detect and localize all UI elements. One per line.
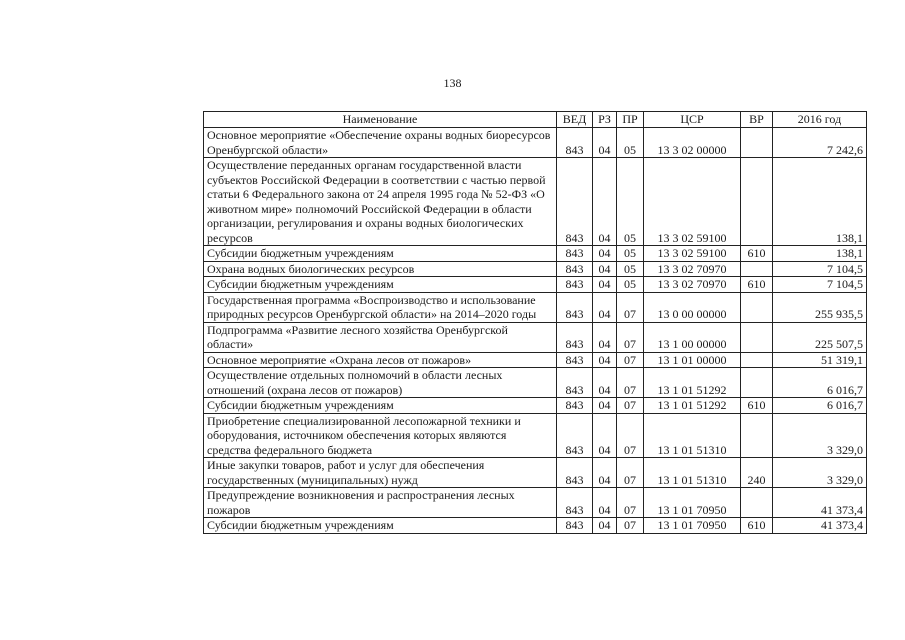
row-name: Государственная программа «Воспроизводство и использование природных ресурсов Оренбургской области» на 2014–2020 годы <box>204 292 557 322</box>
row-ved: 843 <box>557 488 593 518</box>
row-name: Субсидии бюджетным учреждениям <box>204 277 557 293</box>
row-rz: 04 <box>593 277 617 293</box>
row-vr <box>741 352 773 368</box>
row-amount: 3 329,0 <box>773 413 867 458</box>
row-ved: 843 <box>557 413 593 458</box>
row-amount: 3 329,0 <box>773 458 867 488</box>
row-rz: 04 <box>593 261 617 277</box>
row-vr <box>741 128 773 158</box>
row-vr: 610 <box>741 277 773 293</box>
row-pr: 05 <box>617 277 644 293</box>
table-row <box>204 413 867 458</box>
row-vr <box>741 158 773 246</box>
row-ved: 843 <box>557 292 593 322</box>
row-pr: 07 <box>617 352 644 368</box>
row-name: Субсидии бюджетным учреждениям <box>204 398 557 414</box>
row-rz: 04 <box>593 292 617 322</box>
row-rz: 04 <box>593 398 617 414</box>
row-rz: 04 <box>593 413 617 458</box>
row-ved: 843 <box>557 158 593 246</box>
table-header-row <box>204 112 867 128</box>
header-vr: ВР <box>741 112 773 128</box>
row-rz: 04 <box>593 488 617 518</box>
row-name: Субсидии бюджетным учреждениям <box>204 518 557 534</box>
table-row <box>204 158 867 246</box>
table-row <box>204 261 867 277</box>
row-rz: 04 <box>593 368 617 398</box>
row-vr <box>741 413 773 458</box>
header-ved: ВЕД <box>557 112 593 128</box>
row-csr: 13 1 01 70950 <box>644 488 741 518</box>
row-csr: 13 1 01 51292 <box>644 368 741 398</box>
row-vr <box>741 488 773 518</box>
header-rz: РЗ <box>593 112 617 128</box>
row-vr <box>741 292 773 322</box>
row-pr: 05 <box>617 128 644 158</box>
row-name: Подпрограмма «Развитие лесного хозяйства Оренбургской области» <box>204 322 557 352</box>
row-ved: 843 <box>557 368 593 398</box>
row-csr: 13 3 02 70970 <box>644 261 741 277</box>
header-csr: ЦСР <box>644 112 741 128</box>
row-pr: 05 <box>617 261 644 277</box>
row-vr <box>741 368 773 398</box>
row-rz: 04 <box>593 322 617 352</box>
row-pr: 07 <box>617 518 644 534</box>
table-row <box>204 292 867 322</box>
table-row <box>204 322 867 352</box>
row-csr: 13 1 01 70950 <box>644 518 741 534</box>
row-pr: 07 <box>617 322 644 352</box>
row-amount: 41 373,4 <box>773 488 867 518</box>
row-pr: 07 <box>617 368 644 398</box>
row-csr: 13 1 01 51292 <box>644 398 741 414</box>
header-amount: 2016 год <box>773 112 867 128</box>
row-ved: 843 <box>557 261 593 277</box>
row-vr: 610 <box>741 518 773 534</box>
row-rz: 04 <box>593 518 617 534</box>
row-ved: 843 <box>557 128 593 158</box>
row-rz: 04 <box>593 128 617 158</box>
table-row <box>204 128 867 158</box>
row-name: Предупреждение возникновения и распространения лесных пожаров <box>204 488 557 518</box>
row-amount: 7 242,6 <box>773 128 867 158</box>
row-amount: 6 016,7 <box>773 368 867 398</box>
row-ved: 843 <box>557 352 593 368</box>
table-row <box>204 398 867 414</box>
row-ved: 843 <box>557 246 593 262</box>
row-pr: 05 <box>617 246 644 262</box>
row-ved: 843 <box>557 322 593 352</box>
header-pr: ПР <box>617 112 644 128</box>
row-amount: 7 104,5 <box>773 261 867 277</box>
row-csr: 13 3 02 59100 <box>644 158 741 246</box>
table-row <box>204 277 867 293</box>
row-name: Основное мероприятие «Охрана лесов от пожаров» <box>204 352 557 368</box>
row-name: Основное мероприятие «Обеспечение охраны водных биоресурсов Оренбургской области» <box>204 128 557 158</box>
row-name: Осуществление отдельных полномочий в области лесных отношений (охрана лесов от пожаров) <box>204 368 557 398</box>
row-amount: 138,1 <box>773 246 867 262</box>
page-number: 138 <box>443 76 462 90</box>
row-ved: 843 <box>557 398 593 414</box>
row-pr: 07 <box>617 458 644 488</box>
row-csr: 13 1 01 00000 <box>644 352 741 368</box>
table-row <box>204 458 867 488</box>
row-amount: 7 104,5 <box>773 277 867 293</box>
row-csr: 13 3 02 70970 <box>644 277 741 293</box>
row-csr: 13 1 00 00000 <box>644 322 741 352</box>
row-csr: 13 0 00 00000 <box>644 292 741 322</box>
row-pr: 07 <box>617 488 644 518</box>
row-pr: 07 <box>617 292 644 322</box>
budget-table <box>203 111 867 534</box>
row-vr <box>741 322 773 352</box>
header-name: Наименование <box>204 112 557 128</box>
table-row <box>204 488 867 518</box>
row-rz: 04 <box>593 158 617 246</box>
row-pr: 07 <box>617 398 644 414</box>
row-vr: 610 <box>741 398 773 414</box>
row-vr <box>741 261 773 277</box>
row-rz: 04 <box>593 352 617 368</box>
row-name: Иные закупки товаров, работ и услуг для обеспечения государственных (муниципальных) нужд <box>204 458 557 488</box>
row-name: Субсидии бюджетным учреждениям <box>204 246 557 262</box>
row-ved: 843 <box>557 518 593 534</box>
row-amount: 51 319,1 <box>773 352 867 368</box>
table-row <box>204 352 867 368</box>
row-amount: 138,1 <box>773 158 867 246</box>
row-csr: 13 3 02 59100 <box>644 246 741 262</box>
row-ved: 843 <box>557 277 593 293</box>
row-name: Охрана водных биологических ресурсов <box>204 261 557 277</box>
row-amount: 225 507,5 <box>773 322 867 352</box>
row-amount: 6 016,7 <box>773 398 867 414</box>
row-name: Осуществление переданных органам государственной власти субъектов Российской Федерации в соответствии с частью первой статьи 6 Федерального закона от 24 апреля 1995 года № 52-ФЗ «О животном мире» полномочий Российской Федерации в области организации, регулирования и охраны водных биологических ресурсов <box>204 158 557 246</box>
row-csr: 13 1 01 51310 <box>644 413 741 458</box>
row-vr: 240 <box>741 458 773 488</box>
table-row <box>204 518 867 534</box>
table-body <box>204 128 867 534</box>
table-row <box>204 368 867 398</box>
row-rz: 04 <box>593 458 617 488</box>
row-vr: 610 <box>741 246 773 262</box>
table-row <box>204 246 867 262</box>
row-amount: 41 373,4 <box>773 518 867 534</box>
row-csr: 13 1 01 51310 <box>644 458 741 488</box>
row-amount: 255 935,5 <box>773 292 867 322</box>
row-rz: 04 <box>593 246 617 262</box>
row-pr: 07 <box>617 413 644 458</box>
row-ved: 843 <box>557 458 593 488</box>
row-pr: 05 <box>617 158 644 246</box>
row-name: Приобретение специализированной лесопожарной техники и оборудования, источником обеспечения которых являются средства федерального бюджета <box>204 413 557 458</box>
row-csr: 13 3 02 00000 <box>644 128 741 158</box>
